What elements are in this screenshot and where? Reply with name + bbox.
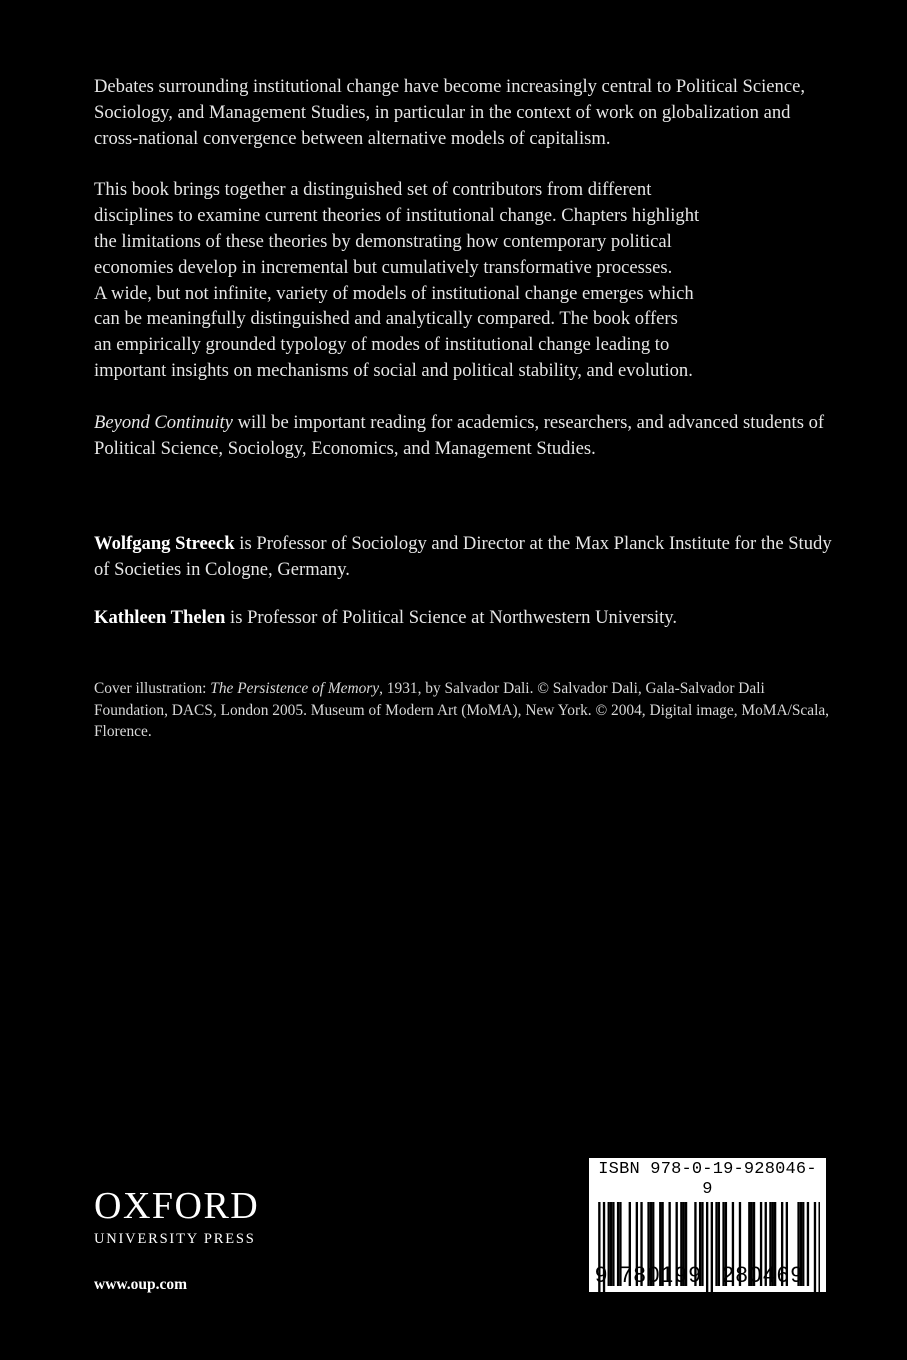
blurb-p2-line: the limitations of these theories by demonstrating how contemporary political [94, 230, 672, 252]
blurb-paragraph-2 [94, 177, 834, 383]
blurb-p2-line: This book brings together a distinguished set of contributors from different [94, 179, 652, 201]
blurb-p2-line: economies develop in incremental but cumulatively transformative processes. [94, 256, 673, 278]
credit-text: , 1931, by Salvador Dali. © Salvador Dali, Gala-Salvador Dali Foundation, DACS, London 2005. Museum of Modern Art (MoMA), New York. © 2004, Digital image, MoMA/Scala, Florence. [94, 680, 830, 740]
oxford-logo [94, 1186, 304, 1248]
blurb-paragraph-3 [94, 410, 834, 462]
logo-wordmark: OXFORD [94, 1185, 260, 1227]
author-bio-text: is Professor of Sociology and Director at the Max Planck Institute for the Study of Societies in Cologne, Germany. [94, 533, 832, 580]
ean-right-group: 280469 [721, 1262, 805, 1287]
barcode-bar [818, 1202, 820, 1298]
ean-lead-digit: 9 [595, 1262, 609, 1287]
logo-subtitle: UNIVERSITY PRESS [94, 1231, 256, 1247]
blurb-paragraph-1: Debates surrounding institutional change have become increasingly central to Political Science, Sociology, and Management Studies, in particular in the context of work on globalization and cross-national convergence between alternative models of capitalism. [94, 76, 805, 149]
blurb-p2-line: can be meaningfully distinguished and analytically compared. The book offers [94, 308, 678, 330]
author-bio [94, 531, 834, 583]
blurb-p2-line: an empirically grounded typology of modes of institutional change leading to [94, 334, 670, 356]
isbn-label: ISBN 978-0-19-928046-9 [598, 1160, 817, 1199]
blurb-p2-line: important insights on mechanisms of social and political stability, and evolution. [94, 359, 693, 381]
blurb-p2-line: A wide, but not infinite, variety of models of institutional change emerges which [94, 282, 694, 304]
cover-credit [94, 678, 834, 743]
barcode-bars [595, 1202, 820, 1310]
author-name: Kathleen Thelen [94, 606, 226, 628]
isbn-barcode [589, 1158, 826, 1292]
publisher-url: www.oup.com [94, 1276, 188, 1293]
author-bio [94, 605, 834, 631]
author-name: Wolfgang Streeck [94, 533, 235, 554]
author-bios [94, 531, 834, 652]
credit-prefix: Cover illustration: [94, 680, 211, 697]
barcode-bar [814, 1202, 816, 1298]
blurb-p2-line: disciplines to examine current theories of institutional change. Chapters highlight [94, 205, 700, 227]
artwork-title: The Persistence of Memory [210, 680, 380, 697]
blurb-p3-text: will be important reading for academics, researchers, and advanced students of Political Science, Sociology, Economics, and Management Studies. [94, 411, 825, 459]
ean-left-group: 780199 [619, 1262, 703, 1287]
blurb [94, 74, 834, 487]
author-bio-text: is Professor of Political Science at Northwestern University. [225, 606, 678, 628]
book-title: Beyond Continuity [94, 411, 233, 433]
